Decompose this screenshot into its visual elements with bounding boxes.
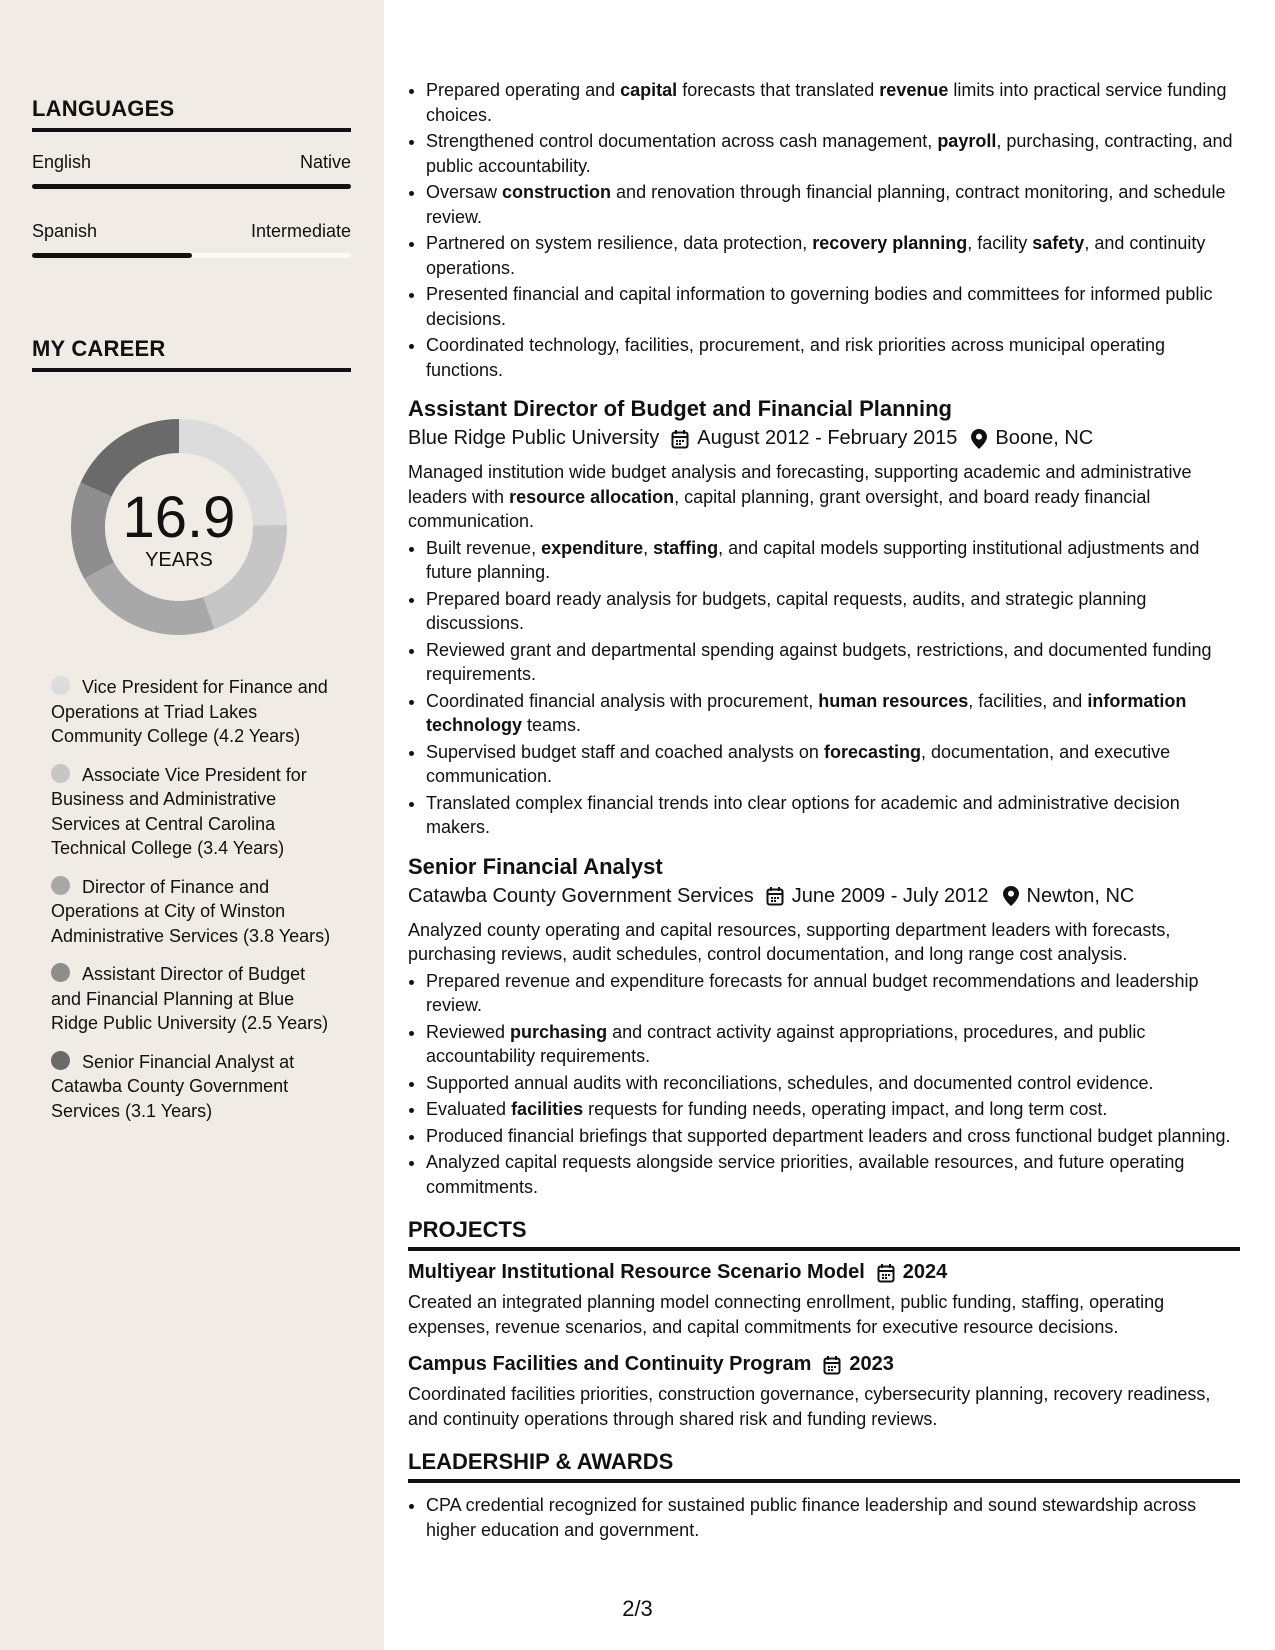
career-legend-label: Senior Financial Analyst at Catawba County Government Services (3.1 Years): [51, 1051, 295, 1121]
language-level: Intermediate: [250, 221, 351, 241]
location-pin-icon: [1003, 886, 1019, 906]
list-item: • Translated complex financial trends into clear options for academic and administrative decision makers.: [426, 791, 1240, 840]
language-bar-fill: [32, 184, 351, 189]
awards-list: [408, 1493, 1240, 1542]
language-bar-fill: [32, 253, 192, 258]
list-item: • Built revenue, expenditure, staffing, and capital models supporting institutional adjustments and future planning.: [426, 536, 1240, 585]
career-legend-item: [51, 875, 331, 949]
legend-dot: [51, 1051, 70, 1070]
job-entry: [408, 854, 1240, 1200]
job-bullets: [408, 536, 1240, 840]
career-legend-item: [51, 675, 331, 749]
page-number: 2/3: [622, 1596, 653, 1621]
career-legend-item: [51, 962, 331, 1036]
list-item: • Prepared operating and capital forecasts that translated revenue limits into practical service funding choices.: [426, 78, 1240, 127]
project-title-row: [408, 1261, 1240, 1284]
job-description: Managed institution wide budget analysis and forecasting, supporting academic and administrative leaders with resource allocation, capital planning, grant oversight, and board ready financial communication.: [408, 462, 1192, 531]
location-pin-icon: [971, 429, 987, 449]
list-item: • Presented financial and capital information to governing bodies and committees for informed public decisions.: [426, 282, 1240, 331]
language-bar-english: [32, 184, 351, 189]
language-row-spanish: [32, 221, 351, 242]
career-total-years: 16.9: [122, 485, 236, 550]
career-legend-label: Vice President for Finance and Operations at Triad Lakes Community College (4.2 Years): [51, 677, 328, 746]
calendar-icon: [766, 886, 784, 906]
project-description: Coordinated facilities priorities, construction governance, cybersecurity planning, recovery readiness, and continuity operations through shared risk and funding reviews.: [408, 1384, 1211, 1429]
job-title: Assistant Director of Budget and Financial Planning: [408, 396, 952, 421]
list-item: • Partnered on system resilience, data protection, recovery planning, facility safety, and continuity operations.: [426, 231, 1240, 280]
legend-dot: [51, 876, 70, 895]
list-item: • Coordinated technology, facilities, procurement, and risk priorities across municipal operating functions.: [426, 333, 1240, 382]
list-item: • Oversaw construction and renovation through financial planning, contract monitoring, and schedule review.: [426, 180, 1240, 229]
job-bullets: [408, 969, 1240, 1200]
projects-heading: PROJECTS: [408, 1217, 1240, 1251]
job-dates: August 2012 - February 2015: [697, 427, 958, 449]
job-meta: [408, 885, 1240, 908]
language-row-english: [32, 152, 351, 173]
list-item: • Analyzed capital requests alongside service priorities, available resources, and future operating commitments.: [426, 1150, 1240, 1199]
project-title: Multiyear Institutional Resource Scenario Model: [408, 1261, 865, 1283]
calendar-icon: [671, 429, 689, 449]
list-item: • CPA credential recognized for sustained public finance leadership and sound stewardship across higher education and government.: [426, 1493, 1240, 1542]
job-meta: [408, 427, 1240, 450]
language-name: Spanish: [32, 221, 98, 241]
legend-dot: [51, 963, 70, 982]
job-dates: June 2009 - July 2012: [791, 884, 989, 907]
career-legend-label: Associate Vice President for Business and Administrative Services at Central Carolina Technical College (3.4 Years): [51, 764, 307, 858]
list-item: • Strengthened control documentation across cash management, payroll, purchasing, contracting, and public accountability.: [426, 129, 1240, 178]
job-title: Senior Financial Analyst: [408, 853, 663, 879]
list-item: • Supported annual audits with reconciliations, schedules, and documented control evidence.: [426, 1071, 1240, 1096]
job-description: Analyzed county operating and capital resources, supporting department leaders with forecasts, purchasing reviews, audit schedules, control documentation, and long range cost analysis.: [408, 919, 1171, 964]
project-description: Created an integrated planning model connecting enrollment, public funding, staffing, operating expenses, revenue scenarios, and capital commitments for executive resource decisions.: [408, 1292, 1165, 1337]
language-name: English: [32, 152, 92, 172]
project-entry: [408, 1261, 1240, 1339]
career-legend-label: Assistant Director of Budget and Financial Planning at Blue Ridge Public University (2.5 Years): [51, 964, 329, 1033]
calendar-icon: [823, 1355, 841, 1375]
career-legend-item: [51, 763, 331, 861]
leadership-awards-heading: LEADERSHIP & AWARDS: [408, 1449, 1240, 1483]
previous-job-bullets: [408, 78, 1240, 382]
main-content: [408, 78, 1240, 1544]
project-title: Campus Facilities and Continuity Program: [408, 1353, 812, 1375]
list-item: • Reviewed grant and departmental spending against budgets, restrictions, and documented funding requirements.: [426, 638, 1240, 687]
list-item: • Produced financial briefings that supported department leaders and cross functional budget planning.: [426, 1124, 1240, 1149]
job-entry: [408, 396, 1240, 840]
language-bar-spanish: [32, 253, 351, 258]
project-title-row: [408, 1353, 1240, 1376]
job-location: Newton, NC: [1026, 884, 1135, 907]
project-year: 2023: [849, 1353, 894, 1375]
job-company: Catawba County Government Services: [408, 884, 754, 907]
calendar-icon: [877, 1263, 895, 1283]
project-year: 2024: [902, 1261, 948, 1283]
project-entry: [408, 1353, 1240, 1431]
career-legend-item: [51, 1050, 331, 1124]
sidebar: [0, 0, 384, 1650]
career-heading: MY CAREER: [32, 336, 351, 372]
career-total-unit: YEARS: [145, 549, 213, 571]
job-company: Blue Ridge Public University: [408, 427, 660, 449]
languages-heading: LANGUAGES: [32, 96, 351, 132]
job-location: Boone, NC: [995, 427, 1094, 449]
legend-dot: [51, 764, 70, 783]
list-item: • Coordinated financial analysis with procurement, human resources, facilities, and information technology teams.: [426, 689, 1240, 738]
career-legend-label: Director of Finance and Operations at City of Winston Administrative Services (3.8 Years): [51, 876, 331, 946]
list-item: • Reviewed purchasing and contract activity against appropriations, procedures, and public accountability requirements.: [426, 1020, 1240, 1069]
donut-slice: [84, 562, 214, 635]
list-item: • Supervised budget staff and coached analysts on forecasting, documentation, and executive communication.: [426, 740, 1240, 789]
career-legend: [51, 675, 331, 1137]
list-item: • Prepared board ready analysis for budgets, capital requests, audits, and strategic planning discussions.: [426, 587, 1240, 636]
list-item: • Prepared revenue and expenditure forecasts for annual budget recommendations and leadership review.: [426, 969, 1240, 1018]
language-level: Native: [299, 152, 351, 172]
list-item: • Evaluated facilities requests for funding needs, operating impact, and long term cost.: [426, 1097, 1240, 1122]
legend-dot: [51, 676, 70, 695]
